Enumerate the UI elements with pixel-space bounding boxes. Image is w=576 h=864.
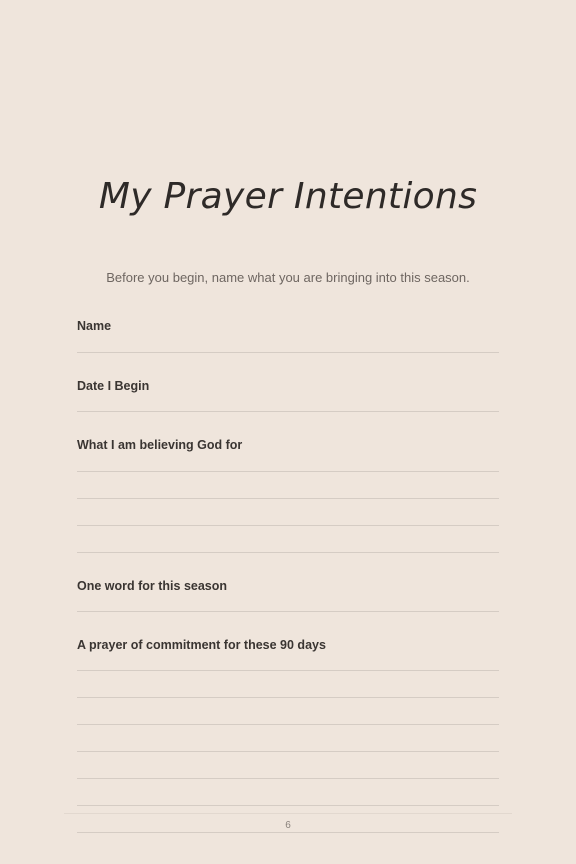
page-number: 6 [285, 820, 291, 831]
write-line-commitment-1[interactable] [77, 670, 499, 671]
field-label-commitment: A prayer of commitment for these 90 days [77, 638, 326, 652]
field-label-one-word: One word for this season [77, 579, 228, 593]
page-title: My Prayer Intentions [98, 176, 478, 217]
field-label-date: Date I Begin [77, 379, 150, 393]
field-label-believing: What I am believing God for [77, 438, 243, 452]
page-subtitle: Before you begin, name what you are bringing into this season. [106, 270, 470, 285]
write-line-commitment-5[interactable] [77, 778, 499, 779]
write-line-believing-3[interactable] [77, 525, 499, 526]
write-line-believing-4[interactable] [77, 552, 499, 553]
write-line-name[interactable] [77, 352, 499, 353]
write-line-date[interactable] [77, 411, 499, 412]
write-line-commitment-2[interactable] [77, 697, 499, 698]
write-line-believing-1[interactable] [77, 471, 499, 472]
write-line-commitment-7[interactable] [77, 832, 499, 833]
write-line-believing-2[interactable] [77, 498, 499, 499]
write-line-commitment-4[interactable] [77, 751, 499, 752]
field-label-name: Name [77, 319, 112, 333]
write-line-one-word[interactable] [77, 611, 499, 612]
write-line-commitment-3[interactable] [77, 724, 499, 725]
write-line-commitment-6[interactable] [77, 805, 499, 806]
footer-divider [64, 813, 512, 814]
